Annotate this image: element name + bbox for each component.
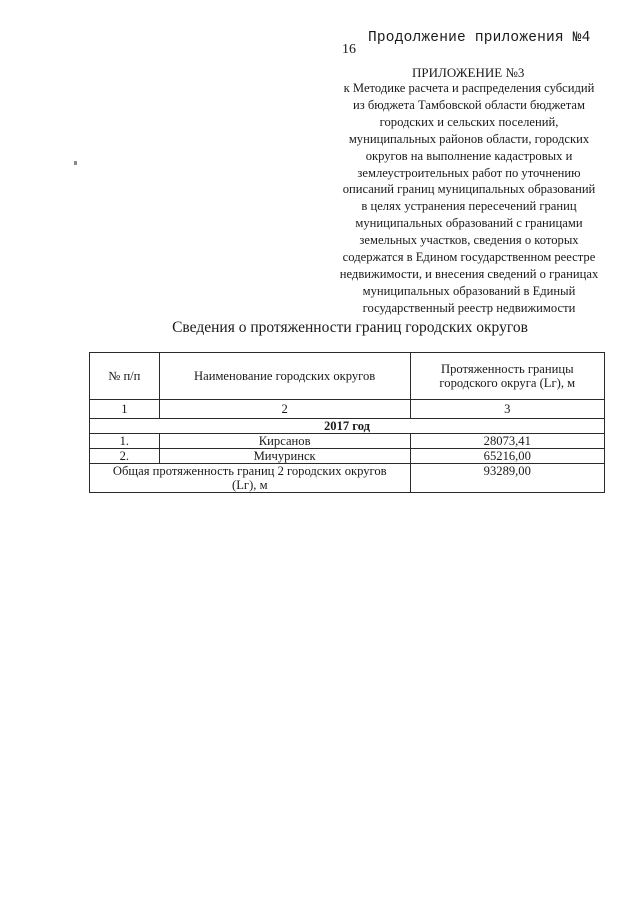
column-number: 1 — [90, 400, 160, 419]
annex-line: государственный реестр недвижимости — [362, 300, 576, 315]
annex-description — [328, 80, 610, 317]
annex-line: недвижимости, и внесения сведений о границах — [339, 266, 599, 281]
table-row — [90, 449, 605, 464]
annex-line: в целях устранения пересечений границ — [361, 199, 577, 214]
annex-line: к Методике расчета и распределения субсидий — [343, 81, 595, 95]
total-value: 93289,00 — [410, 464, 604, 493]
boundary-length-table — [89, 352, 605, 493]
column-number-row — [90, 400, 605, 419]
page-number: 16 — [342, 42, 356, 57]
year-row — [90, 419, 605, 434]
row-length: 65216,00 — [410, 449, 604, 464]
total-label-line2: (Lг), м — [232, 478, 268, 492]
annex-line: округов на выполнение кадастровых и — [365, 148, 573, 163]
annex-line: муниципальных районов области, городских — [348, 131, 590, 146]
annex-line: муниципальных образований в Единый — [362, 283, 576, 298]
header-length-line1: Протяженность границы — [440, 362, 574, 376]
annex-line: земельных участков, сведения о которых — [359, 233, 579, 248]
annex-line: муниципальных образований с границами — [355, 216, 583, 231]
table-row — [90, 434, 605, 449]
header-length — [410, 353, 604, 400]
row-length: 28073,41 — [410, 434, 604, 449]
header-name: Наименование городских округов — [159, 353, 410, 400]
total-label-line1: Общая протяженность границ 2 городских округов — [112, 464, 387, 478]
column-number: 3 — [410, 400, 604, 419]
header-number: № п/п — [90, 353, 160, 400]
row-name: Кирсанов — [159, 434, 410, 449]
year-label: 2017 год — [90, 419, 605, 434]
row-number: 2. — [90, 449, 160, 464]
annex-line: описаний границ муниципальных образований — [342, 182, 596, 197]
column-number: 2 — [159, 400, 410, 419]
scan-mark — [74, 161, 77, 165]
table-header-row — [90, 353, 605, 400]
total-label — [90, 464, 411, 493]
row-name: Мичуринск — [159, 449, 410, 464]
annex-line: городских и сельских поселений, — [379, 114, 559, 129]
annex-line: содержатся в Едином государственном реестре — [342, 250, 596, 265]
total-row — [90, 464, 605, 493]
annex-line: из бюджета Тамбовской области бюджетам — [353, 97, 585, 112]
section-title: Сведения о протяженности границ городских округов — [172, 319, 528, 336]
annex-line: землеустроительных работ по уточнению — [357, 165, 581, 180]
continuation-header: Продолжение приложения №4 — [368, 30, 591, 46]
header-length-line2: городского округа (Lг), м — [439, 376, 576, 390]
row-number: 1. — [90, 434, 160, 449]
annex-title: ПРИЛОЖЕНИЕ №3 — [412, 65, 525, 80]
